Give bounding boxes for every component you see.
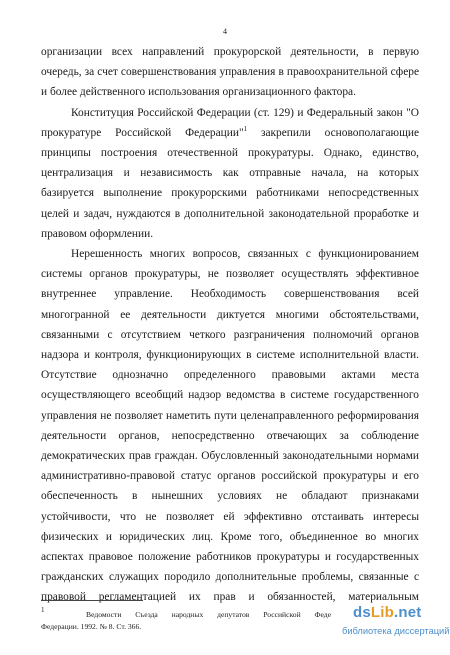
paragraph-2-line-6: целей и задач, нуждаются в дополнительной законодательной проработке и (41, 207, 419, 220)
paragraph-3-line-18: правовой регламентацией их прав и обязанностей, материальным (41, 591, 419, 604)
dslib-logo-net: .net (394, 604, 422, 621)
footnote (41, 600, 331, 633)
paragraph-3-line-14: устойчивости, что не позволяет ей эффективно отстаивать интересы (41, 510, 419, 523)
dslib-tagline: библиотека диссертаций (342, 626, 450, 636)
paragraph-3-line-17: гражданских служащих породило дополнительные проблемы, связанные с (41, 571, 419, 584)
paragraph-2-line-7: правовом оформлении. (41, 227, 154, 240)
paragraph-2-line-2 (41, 123, 419, 143)
paragraph-3-line-2: системы органов прокуратуры, не позволяет осуществлять эффективное (41, 268, 419, 281)
paragraph-3-line-11: демократических прав граждан. Обусловленный законодательными нормами (41, 450, 419, 463)
dslib-logo-ds: ds (353, 604, 371, 621)
paragraph-2-line-1: Конституция Российской Федерации (ст. 129) и Федеральный закон "О (71, 106, 419, 119)
dslib-logo-lib: Lib (370, 604, 394, 621)
paragraph-3-line-15: физических и юридических лиц. Кроме того, объединенное во многих (41, 530, 419, 543)
footnote-line-2: Федерации. 1992. № 8. Ст. 366. (41, 622, 142, 631)
paragraph-1-line-2: очередь, за счет совершенствования управления в правоохранительной сфере (41, 66, 419, 79)
paragraph-3-line-7: Отсутствие однозначно определенного правовыми актами места (41, 369, 419, 382)
paragraph-1-line-3: и более действенного использования организационного фактора. (41, 86, 356, 99)
paragraph-2-line-2-text: прокуратуре Российской Федерации" (41, 126, 244, 139)
paragraph-3-line-13: обеспеченность в нынешних условиях не обладают признаками (41, 490, 419, 503)
paragraph-3-line-5: связанными с отсутствием четкого разграничения полномочий органов (41, 328, 419, 341)
paragraph-2-line-2-tail: закрепили основополагающие (247, 126, 419, 139)
paragraph-3-line-8: осуществляющего всеобщий надзор ведомства в системе государственного (41, 389, 419, 402)
paragraph-3-line-3: внутреннее управление. Необходимость совершенствования всей (41, 288, 419, 301)
paragraph-3-line-6: надзора и контроля, функционирующих в системе исполнительной власти. (41, 349, 419, 362)
footnote-line-1 (41, 606, 331, 621)
footnote-ref-marker: 1 (243, 124, 248, 133)
paragraph-3-line-4: многогранной ее деятельности диктуется многими обстоятельствами, (41, 308, 419, 321)
paragraph-3-line-9: управления не позволяет наметить пути целенаправленного реформирования (41, 409, 419, 422)
dslib-watermark[interactable] (342, 604, 450, 648)
body-text (41, 42, 419, 608)
footnote-text-1: Ведомости Съезда народных депутатов Российской Феде (86, 610, 331, 619)
paragraph-2-line-3: принципы построения отечественной прокуратуры. Однако, единство, (41, 147, 419, 160)
footnote-separator (41, 600, 143, 601)
dslib-logo (353, 604, 421, 621)
paragraph-3-line-16: аспектах правовое положение работников прокуратуры и государственных (41, 551, 419, 564)
paragraph-1-line-1: организации всех направлений прокурорской деятельности, в первую (41, 46, 419, 58)
paragraph-3-line-12: административно-правовой статус органов российской прокуратуры и его (41, 470, 419, 483)
paragraph-2-line-5: базируется выполнение прокурорскими работниками непосредственных (41, 187, 419, 200)
paragraph-2-line-4: централизация и независимость как отправные начала, на которых (41, 167, 419, 180)
page-number: 4 (223, 27, 227, 36)
footnote-marker: 1 (41, 606, 45, 614)
paragraph-3-line-1: Нерешенность многих вопросов, связанных с функционированием (71, 248, 419, 261)
paragraph-3-line-10: деятельности органов, непосредственно отвечающих за соблюдение (41, 429, 419, 442)
